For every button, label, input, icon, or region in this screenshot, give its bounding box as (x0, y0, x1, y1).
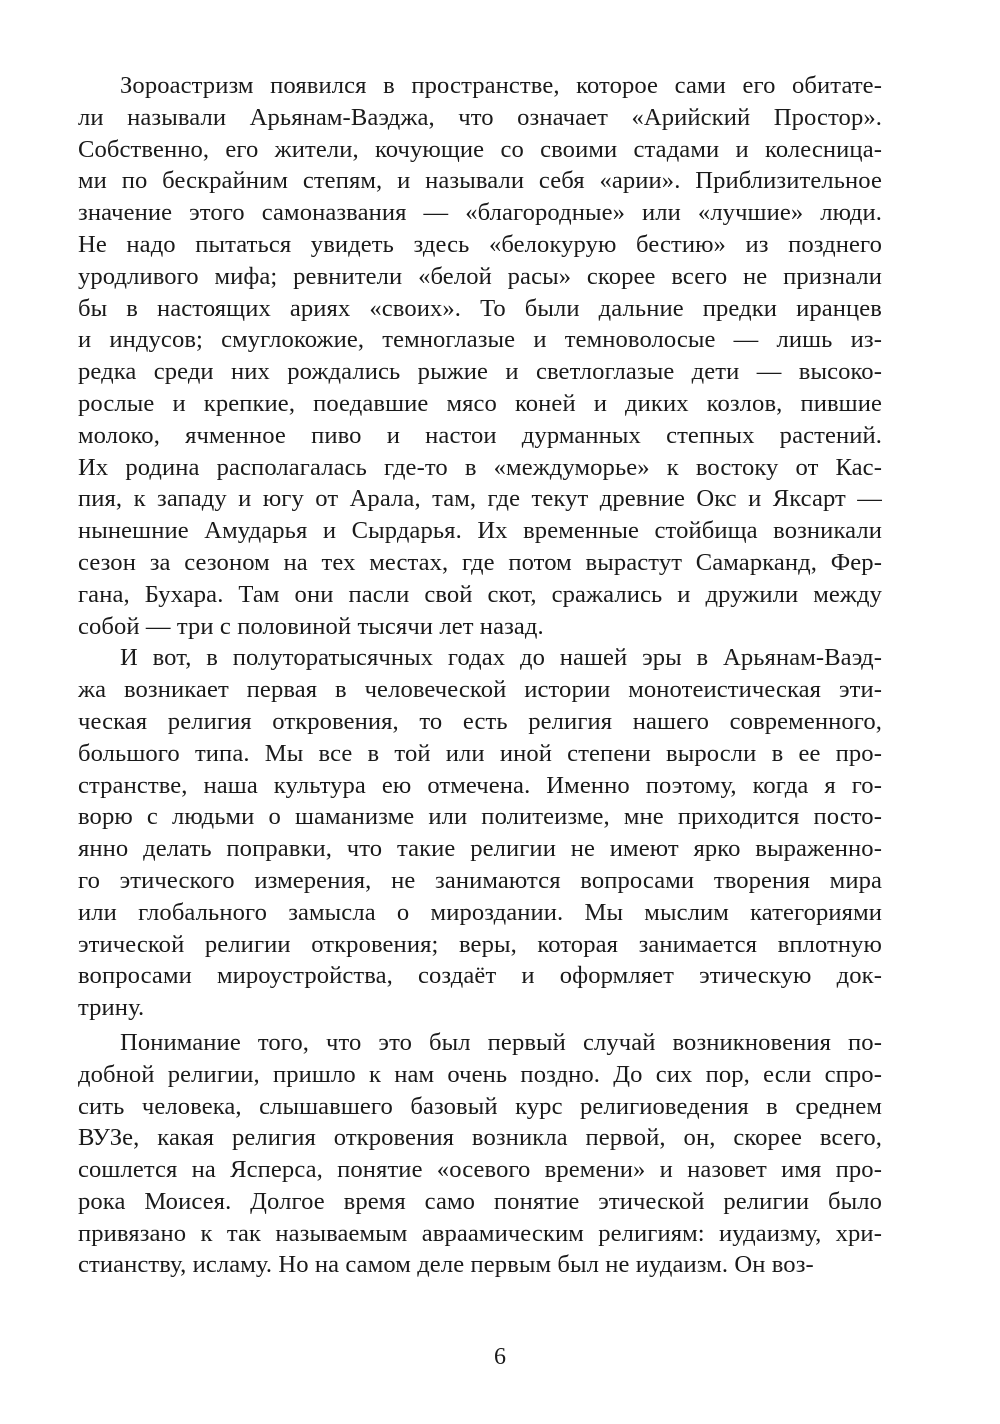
text-line: янно делать поправки, что такие религии не имеют ярко выраженно- (78, 835, 882, 863)
text-line: странстве, наша культура ею отмечена. Именно поэтому, когда я го- (78, 771, 882, 799)
text-line: гана, Бухара. Там они пасли свой скот, сражались и дружили между (78, 580, 882, 608)
text-line: Не надо пытаться увидеть здесь «белокурую бестию» из позднего (78, 230, 882, 258)
text-line: ческая религия откровения, то есть религия нашего современного, (78, 707, 882, 735)
text-line: большого типа. Мы все в той или иной степени выросли в ее про- (78, 739, 882, 767)
text-line: бы в настоящих ариях «своих». То были дальние предки иранцев (78, 294, 882, 322)
text-line: редка среди них рождались рыжие и светлоглазые дети — высоко- (78, 358, 882, 386)
text-line: Собственно, его жители, кочующие со своими стадами и колесница- (78, 135, 882, 163)
text-line: сошлется на Ясперса, понятие «осевого времени» и назовет имя про- (78, 1156, 882, 1184)
text-line: трину. (78, 994, 145, 1022)
text-line: нынешние Амударья и Сырдарья. Их временные стойбища возникали (78, 517, 882, 545)
text-line: Понимание того, что это был первый случай возникновения по- (120, 1028, 882, 1056)
text-line: или глобального замысла о мироздании. Мы мыслим категориями (78, 898, 882, 926)
paragraph-2 (78, 642, 882, 1024)
text-line: молоко, ячменное пиво и настои дурманных степных растений. (78, 421, 882, 449)
text-line: рока Моисея. Долгое время само понятие этической религии было (78, 1187, 882, 1215)
text-line: добной религии, пришло к нам очень поздно. До сих пор, если спро- (78, 1060, 882, 1088)
text-line: и индусов; смуглокожие, темноглазые и темноволосые — лишь из- (78, 326, 882, 354)
page-number: 6 (494, 1344, 506, 1370)
text-line: ли называли Арьянам-Ваэджа, что означает «Арийский Простор». (78, 103, 882, 131)
text-line: Зороастризм появился в пространстве, которое сами его обитате- (120, 72, 882, 99)
text-line: этической религии откровения; веры, которая занимается вплотную (78, 930, 882, 958)
text-line: привязано к так называемым авраамическим религиям: иудаизму, хри- (78, 1219, 882, 1247)
text-line: сезон за сезоном на тех местах, где потом вырастут Самарканд, Фер- (78, 548, 882, 576)
paragraph-1 (78, 70, 882, 642)
text-line: пия, к западу и югу от Арала, там, где текут древние Окс и Яксарт — (78, 485, 882, 513)
text-line: ВУЗе, какая религия откровения возникла первой, он, скорее всего, (78, 1124, 882, 1152)
paragraph-3 (78, 1027, 882, 1281)
text-line: стианству, исламу. Но на самом деле первым был не иудаизм. Он воз- (78, 1251, 814, 1279)
page-body (78, 70, 882, 1281)
text-line: го этического измерения, не занимаются вопросами творения мира (78, 866, 882, 894)
text-line: уродливого мифа; ревнители «белой расы» скорее всего не признали (78, 262, 882, 290)
text-line: сить человека, слышавшего базовый курс религиоведения в среднем (78, 1092, 882, 1120)
text-line: И вот, в полуторатысячных годах до нашей эры в Арьянам-Ваэд- (120, 644, 882, 672)
text-line: собой — три с половиной тысячи лет назад. (78, 612, 544, 640)
text-line: вопросами мироустройства, создаёт и оформляет этическую док- (78, 962, 882, 990)
text-line: рослые и крепкие, поедавшие мясо коней и диких козлов, пившие (78, 389, 882, 417)
text-line: ворю с людьми о шаманизме или политеизме, мне приходится посто- (78, 803, 882, 831)
text-line: Их родина располагалась где-то в «междуморье» к востоку от Кас- (78, 453, 882, 481)
text-line: жа возникает первая в человеческой истории монотеистическая эти- (78, 676, 882, 704)
text-line: ми по бескрайним степям, и называли себя «арии». Приблизительное (78, 167, 882, 195)
text-line: значение этого самоназвания — «благородные» или «лучшие» люди. (78, 199, 882, 227)
